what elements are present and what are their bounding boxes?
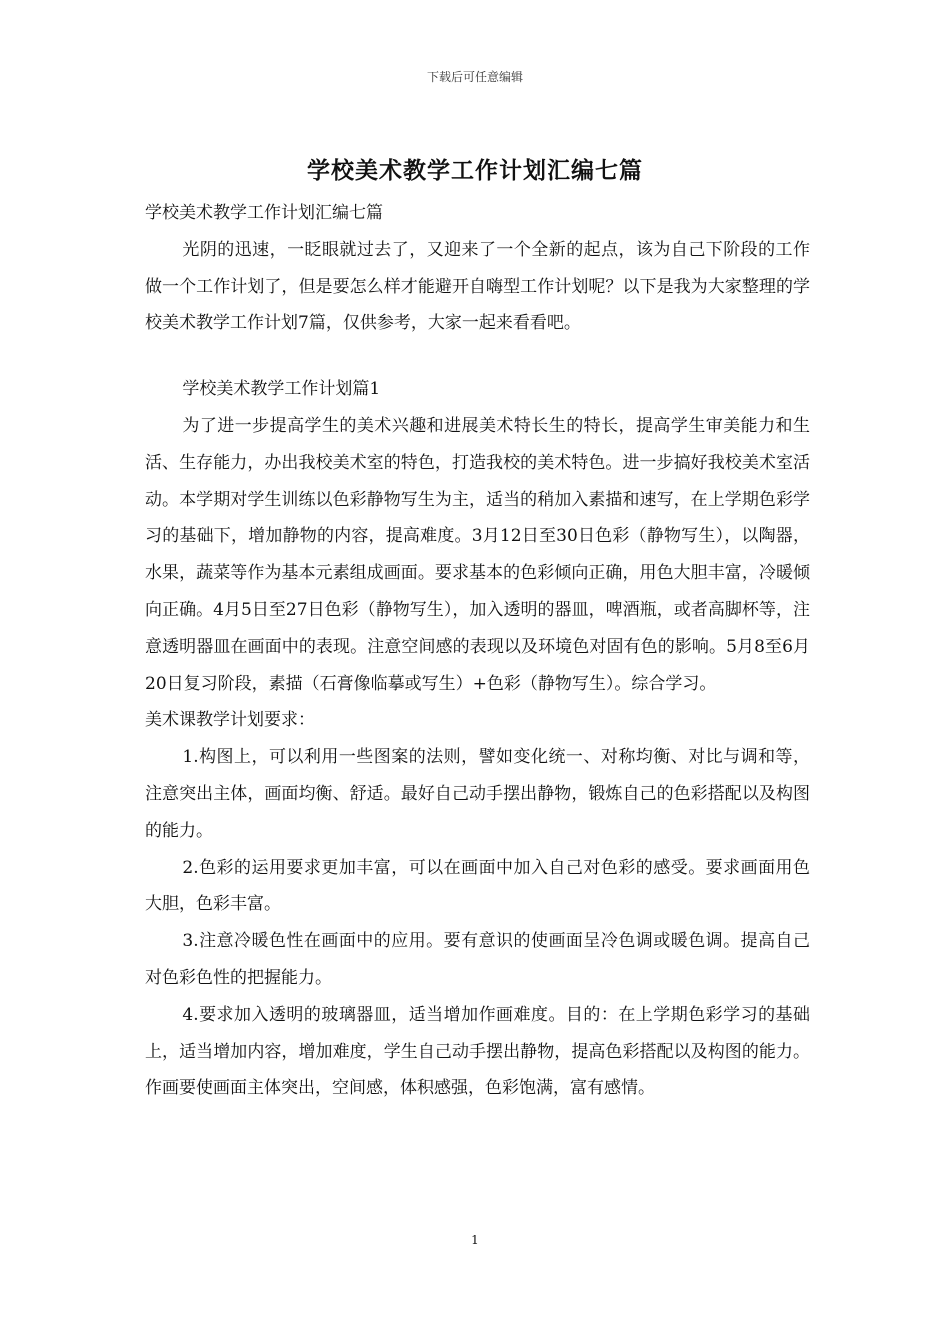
header-note: 下载后可任意编辑 xyxy=(426,70,523,84)
subtitle: 学校美术教学工作计划汇编七篇 xyxy=(145,203,383,223)
section-paragraph: 为了进一步提高学生的美术兴趣和进展美术特长生的特长，提高学生审美能力和生活、生存能力，办出我校美术室的特色，打造我校的美术特色。进一步搞好我校美术室活动。本学期对学生训练以色彩静物写生为主，适当的稍加入素描和速写，在上学期色彩学习的基础下，增加静物的内容，提高难度。3月12日至30日色彩（静物写生），以陶器，水果，蔬菜等作为基本元素组成画面。要求基本的色彩倾向正确，用色大胆丰富，冷暖倾向正确。4月5日至27日色彩（静物写生），加入透明的器皿，啤酒瓶，或者高脚杯等，注意透明器皿在画面中的表现。注意空间感的表现以及环境色对固有色的影响。5月8至6月20日复习阶段，素描（石膏像临摹或写生）+色彩（静物写生）。综合学习。 xyxy=(145,415,810,694)
section-heading: 学校美术教学工作计划篇1 xyxy=(182,379,381,400)
requirement-item-1: 1.构图上，可以利用一些图案的法则，譬如变化统一、对称均衡、对比与调和等，注意突出主体，画面均衡、舒适。最好自己动手摆出静物，锻炼自己的色彩搭配以及构图的能力。 xyxy=(145,747,810,841)
page-number: 1 xyxy=(471,1233,479,1247)
requirement-item-3: 3.注意冷暖色性在画面中的应用。要有意识的使画面呈冷色调或暖色调。提高自己对色彩色性的把握能力。 xyxy=(145,931,810,988)
requirements-label: 美术课教学计划要求： xyxy=(145,710,315,731)
document-body xyxy=(145,195,810,1107)
document-title: 学校美术教学工作计划汇编七篇 xyxy=(307,157,643,184)
section-spacer xyxy=(145,342,810,371)
requirement-item-4: 4.要求加入透明的玻璃器皿，适当增加作画难度。目的：在上学期色彩学习的基础上，适当增加内容，增加难度，学生自己动手摆出静物，提高色彩搭配以及构图的能力。作画要使画面主体突出，空间感，体积感强，色彩饱满，富有感情。 xyxy=(145,1004,810,1099)
requirement-item-2: 2.色彩的运用要求更加丰富，可以在画面中加入自己对色彩的感受。要求画面用色大胆，色彩丰富。 xyxy=(145,857,810,915)
intro-paragraph: 光阴的迅速，一眨眼就过去了，又迎来了一个全新的起点，该为自己下阶段的工作做一个工作计划了，但是要怎么样才能避开自嗨型工作计划呢？以下是我为大家整理的学校美术教学工作计划7篇，仅供参考，大家一起来看看吧。 xyxy=(145,239,810,334)
